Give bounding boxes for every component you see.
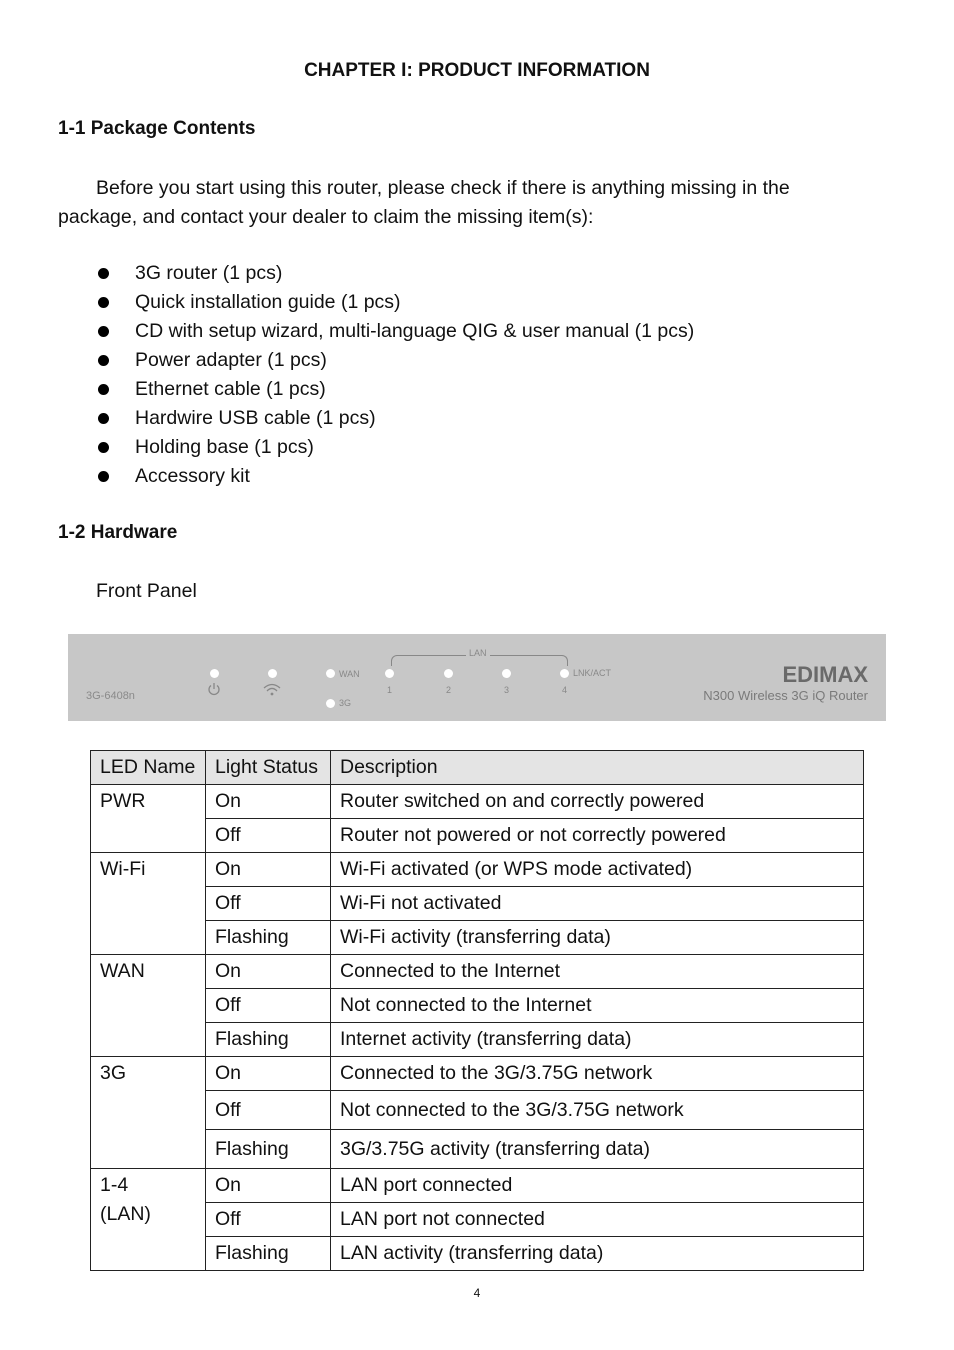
bullet-icon (98, 442, 109, 453)
table-row: Flashing Wi-Fi activity (transferring data) (91, 921, 864, 955)
wifi-icon (263, 683, 281, 698)
table-row: Off Not connected to the Internet (91, 989, 864, 1023)
table-row: WAN On Connected to the Internet (91, 955, 864, 989)
bullet-icon (98, 297, 109, 308)
intro-line-1: Before you start using this router, please check if there is anything missing in the (96, 177, 790, 199)
column-header: Light Status (206, 751, 331, 785)
bullet-icon (98, 471, 109, 482)
panel-tagline: N300 Wireless 3G iQ Router (703, 688, 868, 703)
panel-model: 3G-6408n (86, 690, 135, 702)
table-row: Flashing LAN activity (transferring data) (91, 1237, 864, 1271)
table-row: Flashing Internet activity (transferring data) (91, 1023, 864, 1057)
led-status-table (90, 750, 864, 1271)
bullet-icon (98, 384, 109, 395)
table-row: Wi-Fi On Wi-Fi activated (or WPS mode activated) (91, 853, 864, 887)
led-name-cell: PWR (91, 785, 206, 853)
bullet-icon (98, 355, 109, 366)
section-heading-package-contents: 1-1 Package Contents (58, 118, 256, 139)
port-2-label: 2 (446, 685, 452, 695)
led-name-cell: 1-4 (LAN) (91, 1169, 206, 1271)
list-item: Holding base (1 pcs) (96, 433, 694, 462)
pwr-led (210, 669, 219, 678)
lan3-led (502, 669, 511, 678)
chapter-title: CHAPTER I: PRODUCT INFORMATION (304, 60, 650, 81)
list-item: Ethernet cable (1 pcs) (96, 375, 694, 404)
table-row: Off Router not powered or not correctly powered (91, 819, 864, 853)
wan-led (326, 669, 335, 678)
led-name-cell: 3G (91, 1057, 206, 1169)
list-item: CD with setup wizard, multi-language QIG & user manual (1 pcs) (96, 317, 694, 346)
table-row: Off LAN port not connected (91, 1203, 864, 1237)
port-4-label: 4 (562, 685, 568, 695)
intro-paragraph (58, 174, 858, 232)
table-row: Off Not connected to the 3G/3.75G network (91, 1091, 864, 1130)
3g-label: 3G (339, 698, 352, 708)
page-number: 4 (473, 1286, 481, 1300)
front-panel-heading: Front Panel (96, 580, 197, 602)
table-row: 1-4 (LAN) On LAN port connected (91, 1169, 864, 1203)
wifi-led (268, 669, 277, 678)
port-3-label: 3 (504, 685, 510, 695)
bullet-icon (98, 268, 109, 279)
3g-led (326, 699, 335, 708)
front-panel-image (68, 634, 886, 721)
table-header-row (91, 751, 864, 785)
wan-label: WAN (339, 669, 360, 679)
lan4-led (560, 669, 569, 678)
table-row: Off Wi-Fi not activated (91, 887, 864, 921)
power-icon (207, 682, 221, 698)
lan-label: LAN (466, 648, 490, 658)
lan1-led (385, 669, 394, 678)
bullet-icon (98, 326, 109, 337)
lan2-led (444, 669, 453, 678)
bullet-icon (98, 413, 109, 424)
column-header: LED Name (91, 751, 206, 785)
intro-line-2: package, and contact your dealer to claim the missing item(s): (58, 206, 594, 228)
table-row: 3G On Connected to the 3G/3.75G network (91, 1057, 864, 1091)
list-item: 3G router (1 pcs) (96, 259, 694, 288)
column-header: Description (331, 751, 864, 785)
list-item: Hardwire USB cable (1 pcs) (96, 404, 694, 433)
led-name-cell: Wi-Fi (91, 853, 206, 955)
list-item: Accessory kit (96, 462, 694, 491)
list-item: Power adapter (1 pcs) (96, 346, 694, 375)
lnk-act-label: LNK/ACT (573, 668, 612, 678)
package-contents-list (96, 259, 694, 491)
table-row: PWR On Router switched on and correctly powered (91, 785, 864, 819)
section-heading-hardware: 1-2 Hardware (58, 522, 178, 543)
port-1-label: 1 (387, 685, 393, 695)
led-name-cell: WAN (91, 955, 206, 1057)
table-row: Flashing 3G/3.75G activity (transferring data) (91, 1130, 864, 1169)
brand-logo: EDIMAX (782, 662, 868, 687)
list-item: Quick installation guide (1 pcs) (96, 288, 694, 317)
